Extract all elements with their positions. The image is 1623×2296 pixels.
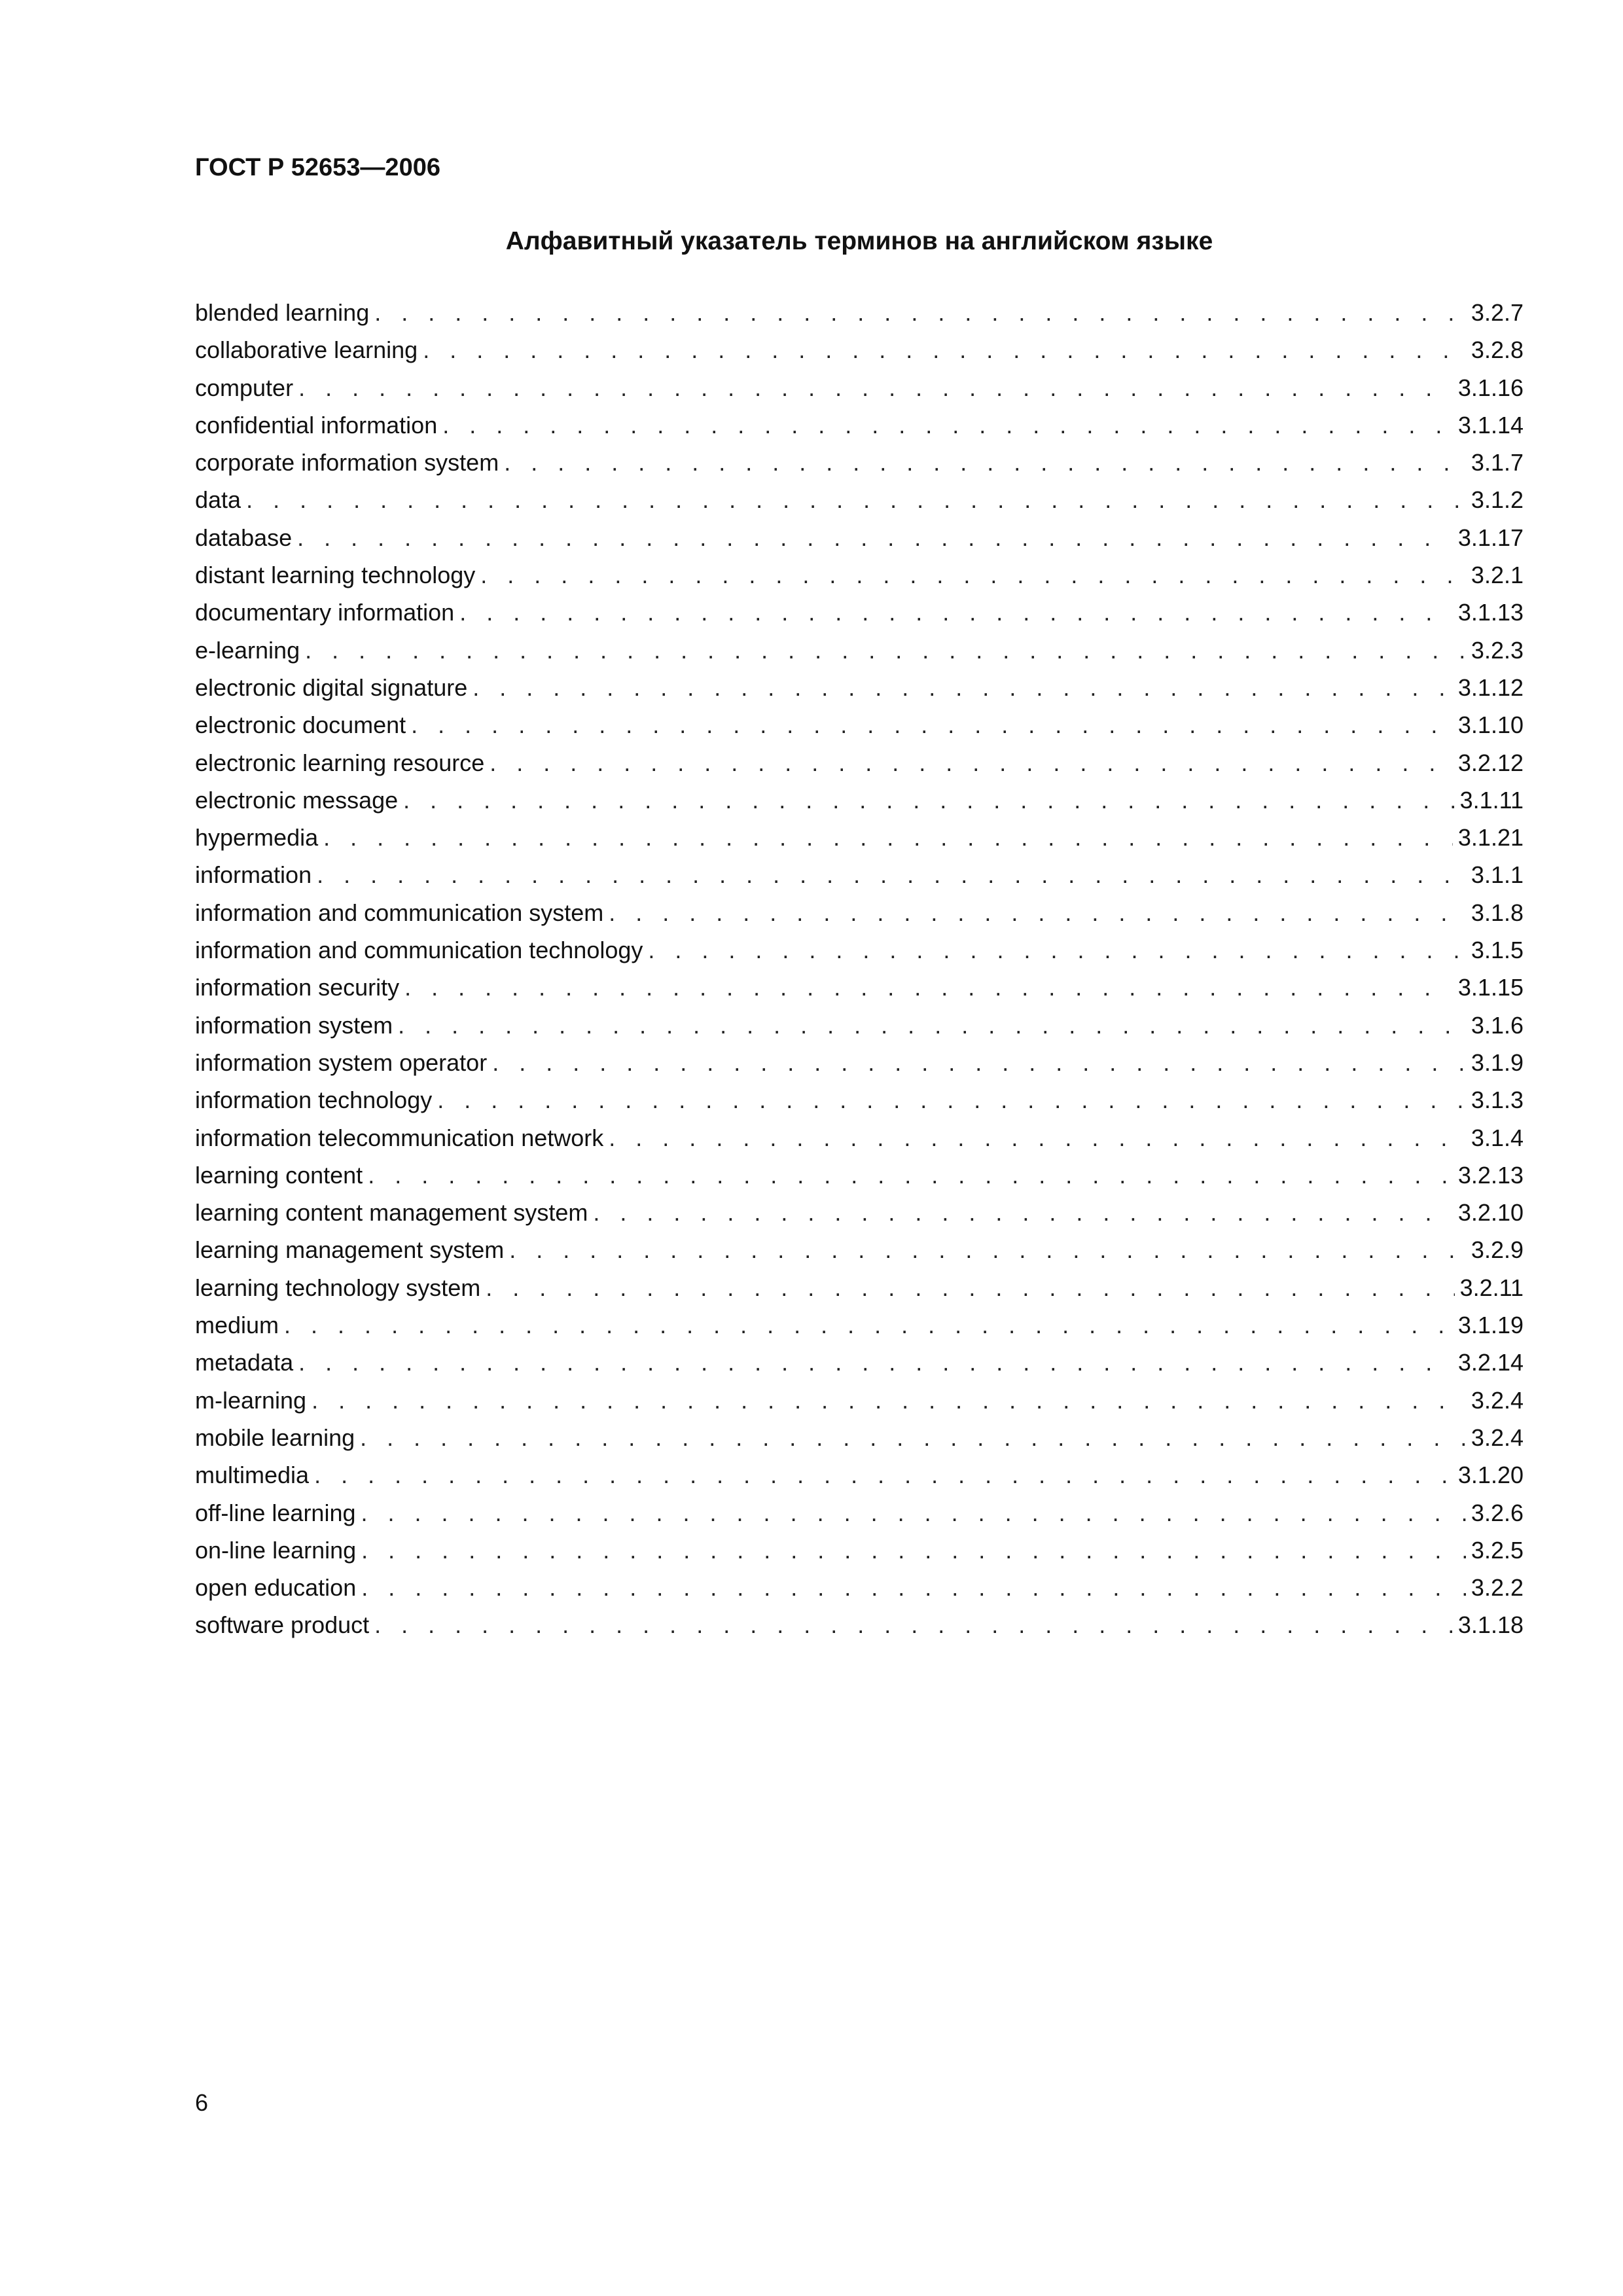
index-entry — [195, 331, 1524, 368]
index-term: metadata — [195, 1349, 294, 1376]
index-entry — [195, 1569, 1524, 1606]
dot-leader — [492, 1044, 1466, 1081]
index-term: information and communication technology — [195, 937, 643, 964]
index-reference: 3.1.5 — [1471, 937, 1524, 964]
index-entry — [195, 781, 1524, 819]
index-term: e-learning — [195, 636, 300, 664]
index-entry — [195, 856, 1524, 893]
index-reference: 3.1.4 — [1471, 1124, 1524, 1151]
index-entry — [195, 594, 1524, 631]
index-term: documentary information — [195, 599, 455, 626]
index-entry — [195, 1194, 1524, 1231]
index-term: learning management system — [195, 1236, 505, 1264]
index-entry — [195, 1606, 1524, 1643]
index-entry — [195, 1081, 1524, 1119]
dot-leader — [403, 781, 1454, 819]
dot-leader — [437, 1081, 1466, 1119]
index-term: m-learning — [195, 1386, 307, 1414]
index-entry — [195, 1119, 1524, 1157]
index-entry — [195, 894, 1524, 931]
index-term: confidential information — [195, 411, 438, 439]
index-reference: 3.1.1 — [1471, 861, 1524, 889]
index-entry — [195, 1419, 1524, 1456]
index-entry — [195, 669, 1524, 706]
index-reference: 3.1.14 — [1457, 411, 1524, 439]
dot-leader — [361, 1569, 1466, 1606]
index-term: electronic document — [195, 711, 406, 739]
index-term: multimedia — [195, 1462, 310, 1489]
index-term: mobile learning — [195, 1424, 355, 1451]
index-entry — [195, 1382, 1524, 1419]
dot-leader — [509, 1231, 1466, 1268]
index-entry — [195, 706, 1524, 744]
index-reference: 3.1.17 — [1457, 524, 1524, 551]
index-term: electronic digital signature — [195, 673, 468, 701]
index-reference: 3.1.8 — [1471, 899, 1524, 926]
dot-leader — [593, 1194, 1453, 1231]
index-reference: 3.2.10 — [1457, 1199, 1524, 1227]
index-entry — [195, 444, 1524, 481]
index-term: open education — [195, 1574, 357, 1602]
index-term: off-line learning — [195, 1499, 356, 1526]
dot-leader — [361, 1494, 1466, 1532]
index-reference: 3.1.21 — [1457, 824, 1524, 852]
index-term: learning content — [195, 1161, 363, 1189]
dot-leader — [480, 556, 1466, 594]
index-reference: 3.2.8 — [1471, 336, 1524, 364]
index-reference: 3.2.12 — [1457, 749, 1524, 776]
dot-leader — [317, 856, 1466, 893]
index-reference: 3.1.18 — [1457, 1611, 1524, 1639]
index-term: hypermedia — [195, 824, 319, 852]
index-term: collaborative learning — [195, 336, 418, 364]
index-reference: 3.1.3 — [1471, 1086, 1524, 1114]
index-reference: 3.2.11 — [1459, 1274, 1524, 1301]
dot-leader — [374, 294, 1466, 331]
dot-leader — [459, 594, 1453, 631]
dot-leader — [323, 819, 1453, 856]
index-term: information telecommunication network — [195, 1124, 604, 1151]
index-term: data — [195, 486, 241, 514]
index-entry — [195, 1007, 1524, 1044]
page-number: 6 — [195, 2089, 209, 2116]
index-term: electronic learning resource — [195, 749, 485, 776]
index-term: learning technology system — [195, 1274, 481, 1301]
dot-leader — [312, 1382, 1466, 1419]
index-term: corporate information system — [195, 449, 499, 476]
index-entry — [195, 294, 1524, 331]
index-entry — [195, 1306, 1524, 1344]
index-reference: 3.1.20 — [1457, 1462, 1524, 1489]
index-entry — [195, 481, 1524, 518]
index-reference: 3.1.11 — [1459, 786, 1524, 814]
index-term: information — [195, 861, 312, 889]
index-reference: 3.1.15 — [1457, 974, 1524, 1001]
dot-leader — [314, 1456, 1453, 1494]
index-reference: 3.2.7 — [1471, 299, 1524, 326]
index-entry — [195, 931, 1524, 969]
index-reference: 3.1.13 — [1457, 599, 1524, 626]
index-entry — [195, 1494, 1524, 1532]
index-reference: 3.2.2 — [1471, 1574, 1524, 1602]
index-reference: 3.1.12 — [1457, 673, 1524, 701]
index-entry — [195, 1269, 1524, 1306]
index-entry — [195, 1044, 1524, 1081]
dot-leader — [368, 1157, 1453, 1194]
dot-leader — [486, 1269, 1454, 1306]
index-reference: 3.1.2 — [1471, 486, 1524, 514]
index-reference: 3.1.19 — [1457, 1312, 1524, 1339]
index-reference: 3.1.10 — [1457, 711, 1524, 739]
index-term: information and communication system — [195, 899, 604, 926]
index-term: computer — [195, 374, 294, 401]
index-reference: 3.2.13 — [1457, 1161, 1524, 1189]
index-term: database — [195, 524, 293, 551]
index-title: Алфавитный указатель терминов на английском языке — [505, 227, 1213, 255]
dot-leader — [374, 1606, 1453, 1643]
dot-leader — [298, 369, 1453, 406]
index-reference: 3.1.6 — [1471, 1011, 1524, 1039]
index-entry — [195, 744, 1524, 781]
index-reference: 3.2.1 — [1471, 562, 1524, 589]
index-reference: 3.2.9 — [1471, 1236, 1524, 1264]
index-entry — [195, 406, 1524, 444]
term-index-list — [195, 294, 1524, 1644]
index-term: distant learning technology — [195, 562, 476, 589]
index-entry — [195, 1344, 1524, 1381]
index-term: blended learning — [195, 299, 370, 326]
dot-leader — [411, 706, 1453, 744]
index-entry — [195, 519, 1524, 556]
dot-leader — [398, 1007, 1466, 1044]
index-reference: 3.2.4 — [1471, 1424, 1524, 1451]
index-entry — [195, 969, 1524, 1006]
dot-leader — [473, 669, 1453, 706]
dot-leader — [298, 1344, 1453, 1381]
index-reference: 3.1.9 — [1471, 1049, 1524, 1076]
dot-leader — [246, 481, 1466, 518]
document-code: ГОСТ Р 52653—2006 — [195, 154, 440, 181]
dot-leader — [423, 331, 1466, 368]
dot-leader — [297, 519, 1453, 556]
index-term: information security — [195, 974, 400, 1001]
index-entry — [195, 556, 1524, 594]
index-entry — [195, 819, 1524, 856]
index-reference: 3.1.7 — [1471, 449, 1524, 476]
dot-leader — [360, 1419, 1466, 1456]
index-term: medium — [195, 1312, 279, 1339]
index-reference: 3.2.3 — [1471, 636, 1524, 664]
dot-leader — [490, 744, 1453, 781]
index-reference: 3.2.14 — [1457, 1349, 1524, 1376]
index-entry — [195, 1231, 1524, 1268]
index-reference: 3.2.6 — [1471, 1499, 1524, 1526]
index-reference: 3.1.16 — [1457, 374, 1524, 401]
dot-leader — [648, 931, 1466, 969]
index-entry — [195, 1456, 1524, 1494]
dot-leader — [609, 894, 1466, 931]
index-term: learning content management system — [195, 1199, 588, 1227]
dot-leader — [284, 1306, 1453, 1344]
index-entry — [195, 369, 1524, 406]
index-term: information system — [195, 1011, 393, 1039]
index-term: electronic message — [195, 786, 399, 814]
dot-leader — [361, 1532, 1466, 1569]
dot-leader — [504, 444, 1466, 481]
index-term: on-line learning — [195, 1536, 357, 1564]
index-reference: 3.2.4 — [1471, 1386, 1524, 1414]
dot-leader — [442, 406, 1453, 444]
dot-leader — [305, 632, 1466, 669]
index-reference: 3.2.5 — [1471, 1536, 1524, 1564]
dot-leader — [609, 1119, 1466, 1157]
index-term: information system operator — [195, 1049, 488, 1076]
index-term: software product — [195, 1611, 370, 1639]
index-term: information technology — [195, 1086, 433, 1114]
dot-leader — [404, 969, 1453, 1006]
index-entry — [195, 1532, 1524, 1569]
index-entry — [195, 1157, 1524, 1194]
index-entry — [195, 632, 1524, 669]
